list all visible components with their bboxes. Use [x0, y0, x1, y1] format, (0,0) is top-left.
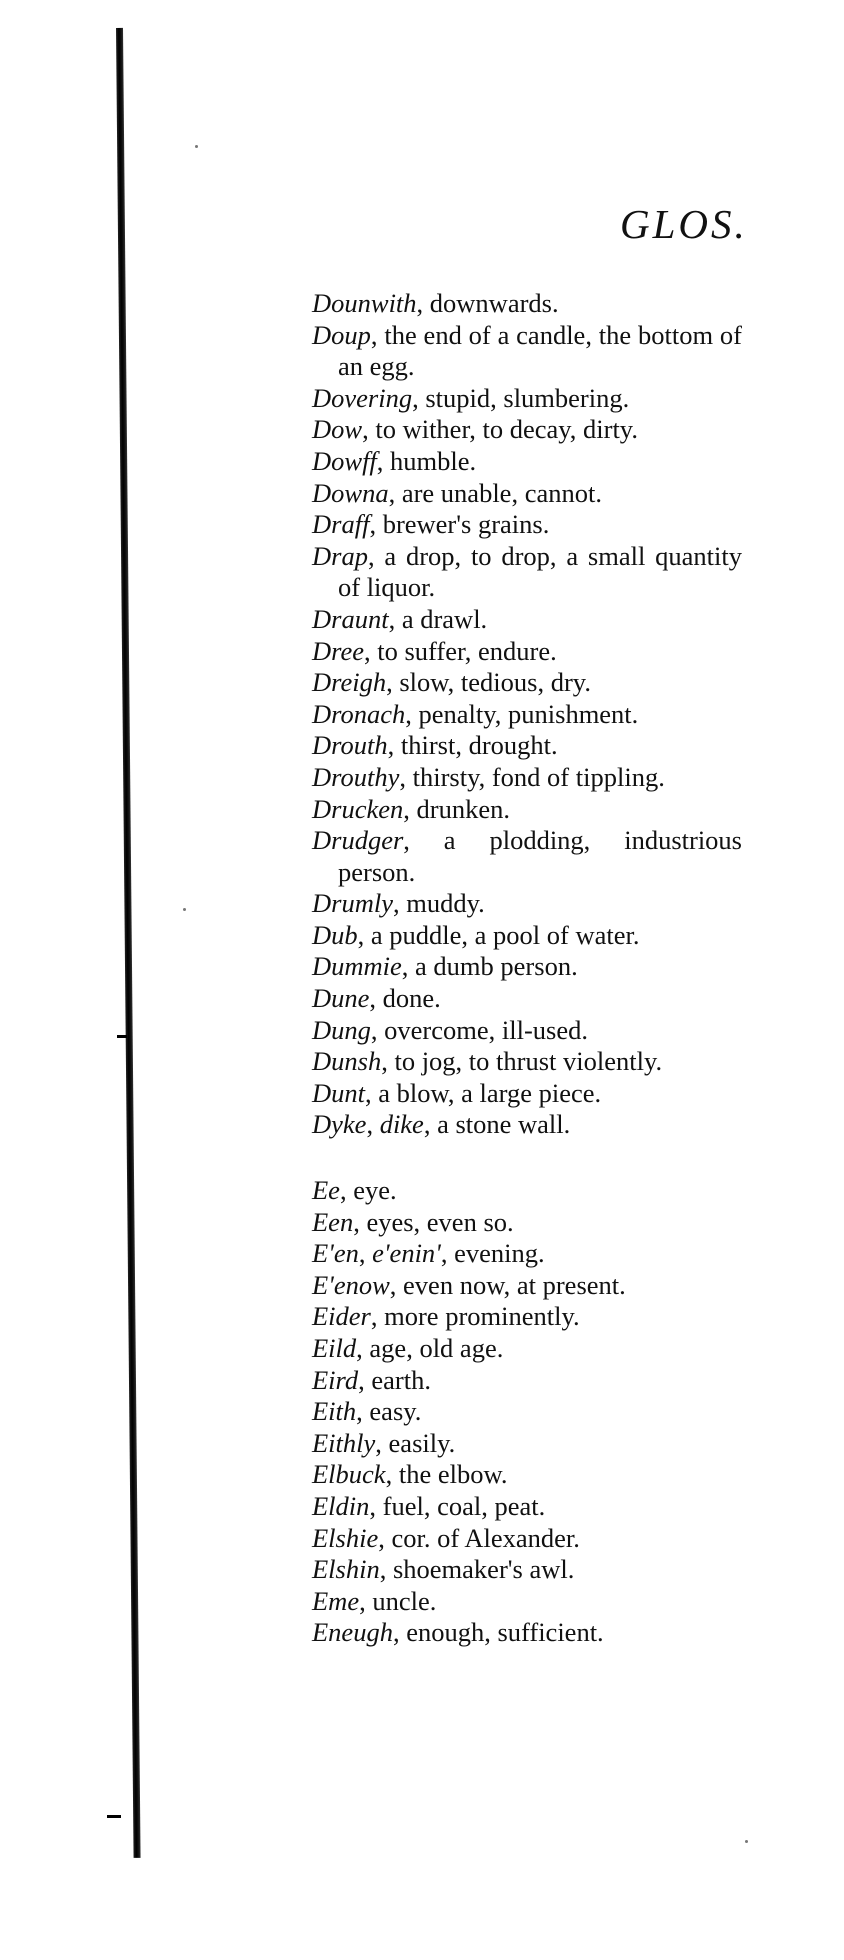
binding-gutter-line: [116, 28, 141, 1858]
glossary-entry: [312, 1046, 742, 1078]
headword: Elshin: [312, 1554, 380, 1585]
glossary-entry: [312, 1270, 742, 1302]
definition: , drunken.: [403, 793, 510, 824]
glossary-entry: [312, 730, 742, 762]
glossary-entry: [312, 1554, 742, 1586]
running-head: GLOS.: [620, 201, 748, 247]
glossary-entry: [312, 446, 742, 478]
headword: Eme: [312, 1585, 360, 1616]
definition: , enough, sufficient.: [392, 1617, 604, 1648]
headword: Dronach: [312, 698, 406, 729]
headword: Dunsh: [312, 1046, 382, 1077]
definition: , evening.: [440, 1238, 545, 1269]
glossary-entry: [312, 320, 742, 383]
definition: , a drawl.: [388, 603, 488, 634]
glossary-entry: [312, 1078, 742, 1110]
glossary-entry: [312, 699, 742, 731]
headword: Drucken: [312, 793, 404, 824]
headword: Eith: [312, 1396, 357, 1427]
definition: , uncle.: [359, 1585, 437, 1616]
definition: , brewer's grains.: [369, 509, 550, 540]
headword: E'enow: [312, 1269, 390, 1300]
headword: Drumly: [312, 888, 393, 919]
headword: Eithly: [312, 1427, 376, 1458]
headword: Dune: [312, 983, 370, 1014]
headword: Eild: [312, 1333, 357, 1363]
definition: , a puddle, a pool of water.: [357, 919, 640, 950]
definition: , fuel, coal, peat.: [369, 1490, 546, 1521]
glossary-entry: [312, 1333, 742, 1365]
definition: , thirst, drought.: [387, 730, 558, 761]
glossary-entry: [312, 1491, 742, 1523]
glossary-entry: [312, 414, 742, 446]
headword: Dreigh: [312, 667, 387, 698]
headword: Dovering: [312, 382, 413, 413]
headword: Dow: [312, 414, 363, 445]
definition: , stupid, slumbering.: [412, 382, 630, 413]
glossary-entry: [312, 541, 742, 604]
definition: , shoemaker's awl.: [379, 1554, 575, 1585]
glossary-entry: [312, 1523, 742, 1555]
paper-speck: [745, 1840, 748, 1843]
headword: Dyke: [312, 1109, 367, 1140]
definition: , the elbow.: [385, 1459, 508, 1490]
glossary-entry: [312, 825, 742, 888]
definition: , more prominently.: [370, 1301, 580, 1332]
definition: , earth.: [358, 1364, 431, 1395]
glossary-entry: [312, 1301, 742, 1333]
definition: , to jog, to thrust violently.: [381, 1046, 663, 1077]
definition: , the end of a candle, the bottom of an egg.: [338, 319, 742, 382]
headword: Eldin: [312, 1490, 370, 1521]
definition: , muddy.: [392, 888, 485, 919]
definition: , overcome, ill-used.: [370, 1014, 588, 1045]
definition: , humble.: [376, 445, 477, 476]
headword: Elshie: [312, 1522, 379, 1553]
glossary-entry: [312, 1365, 742, 1397]
gutter-mark: [107, 1815, 121, 1818]
headword: Draunt: [312, 603, 389, 634]
definition: , a stone wall.: [423, 1109, 571, 1140]
paper-speck: [195, 145, 198, 148]
glossary-entry: [312, 1396, 742, 1428]
definition: , done.: [369, 983, 441, 1014]
glossary-entry: [312, 920, 742, 952]
definition: , a drop, to drop, a small quantity of liquor.: [338, 540, 742, 603]
definition: , eye.: [339, 1175, 397, 1206]
glossary-entry: [312, 509, 742, 541]
headword: Een: [312, 1206, 354, 1237]
definition: , downwards.: [416, 288, 559, 318]
glossary-entry: [312, 604, 742, 636]
definition: , age, old age.: [356, 1333, 504, 1363]
headword: Dunt: [312, 1077, 365, 1108]
glossary-entry: [312, 1617, 742, 1649]
glossary-entry: E'en, e'enin', evening.: [312, 1238, 545, 1269]
definition: , cor. of Alexander.: [378, 1522, 580, 1553]
definition: , to suffer, endure.: [364, 635, 557, 666]
glossary-entry: [312, 288, 742, 320]
definition: , to wither, to decay, dirty.: [362, 414, 638, 445]
glossary-entry: [312, 888, 742, 920]
glossary-entry: [312, 1175, 742, 1207]
glossary-entry: [312, 1207, 742, 1239]
glossary-entry: [312, 1459, 742, 1491]
definition: , a plodding, industrious person.: [338, 825, 742, 887]
headword: Eird: [312, 1364, 359, 1395]
alt-headword: e'enin': [372, 1238, 441, 1269]
headword: Dung: [312, 1014, 371, 1045]
glossary-entry: [312, 983, 742, 1015]
definition: , easily.: [375, 1427, 456, 1458]
headword: Dree: [312, 635, 364, 666]
definition: , a dumb person.: [401, 951, 578, 982]
glossary-entry: [312, 478, 742, 510]
glossary-entry: [312, 1586, 742, 1618]
headword: Draff: [312, 509, 370, 540]
headword: Drudger: [312, 825, 404, 856]
glossary-entry: [312, 1015, 742, 1047]
glossary-entry: Dyke, dike, a stone wall.: [312, 1109, 571, 1140]
glossary-entry: [312, 636, 742, 668]
glossary-entry: [312, 794, 742, 826]
definition: , are unable, cannot.: [388, 477, 602, 508]
definition: , easy.: [356, 1396, 422, 1427]
glossary-entry: [312, 1428, 742, 1460]
headword: Downa: [312, 477, 389, 508]
headword: Drouth: [312, 730, 388, 761]
definition: , a blow, a large piece.: [365, 1077, 602, 1108]
headword: Doup: [312, 319, 371, 350]
definition: , penalty, punishment.: [405, 698, 639, 729]
headword: Dowff: [312, 445, 377, 476]
definition: , thirsty, fond of tippling.: [399, 761, 665, 792]
headword: Dounwith: [312, 288, 417, 318]
glossary-entry: [312, 667, 742, 699]
glossary-list: [312, 288, 742, 1649]
headword: Eneugh: [312, 1617, 393, 1648]
headword: Elbuck: [312, 1459, 386, 1490]
headword: Drouthy: [312, 761, 400, 792]
headword: Drap: [312, 540, 368, 571]
gutter-mark: [117, 1035, 127, 1038]
definition: , even now, at present.: [389, 1269, 626, 1300]
headword: E'en: [312, 1238, 359, 1269]
definition: , eyes, even so.: [353, 1206, 514, 1237]
glossary-entry: [312, 951, 742, 983]
paper-speck: [183, 908, 186, 911]
glossary-entry: [312, 383, 742, 415]
headword: Eider: [312, 1301, 371, 1332]
headword: Dub: [312, 919, 358, 950]
definition: , slow, tedious, dry.: [386, 667, 591, 698]
alt-headword: dike: [379, 1109, 424, 1140]
headword: Ee: [312, 1175, 340, 1206]
headword: Dummie: [312, 951, 402, 982]
glossary-entry: [312, 762, 742, 794]
